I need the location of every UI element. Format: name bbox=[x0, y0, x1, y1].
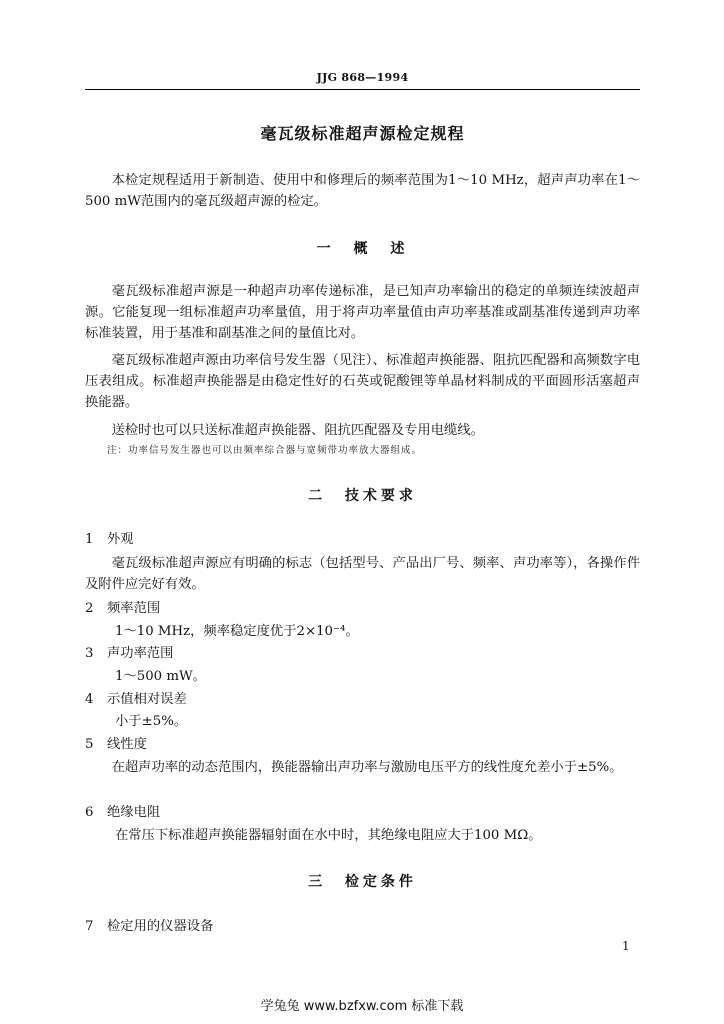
item-title: 示值相对误差 bbox=[107, 692, 187, 707]
overview-note: 注：功率信号发生器也可以由频率综合器与宽频带功率放大器组成。 bbox=[107, 445, 423, 456]
requirement-item-frequency bbox=[85, 598, 160, 619]
item-number: 3 bbox=[85, 646, 94, 661]
overview-paragraph-1: 毫瓦级标准超声源是一种超声功率传递标准，是已知声功率输出的稳定的单频连续波超声源。它能复现一组标准超声功率量值，用于将声功率量值由声功率基准或副基准传递到声功率标准装置，用于基准和副基准之间的量值比对。 bbox=[85, 284, 640, 341]
item-title: 线性度 bbox=[107, 737, 147, 752]
standard-code-header: JJG 868—1994 bbox=[316, 71, 409, 84]
condition-item-instruments bbox=[85, 916, 213, 937]
document-title: 毫瓦级标准超声源检定规程 bbox=[260, 124, 465, 143]
requirement-text-relative-error: 小于±5%。 bbox=[115, 714, 188, 729]
item-title: 外观 bbox=[107, 532, 134, 547]
overview-paragraph-3: 送检时也可以只送标准超声换能器、阻抗匹配器及专用电缆线。 bbox=[111, 423, 484, 438]
page-number: 1 bbox=[622, 939, 630, 953]
requirement-text-frequency: 1～10 MHz，频率稳定度优于2×10⁻⁴。 bbox=[115, 624, 359, 639]
item-number: 6 bbox=[85, 805, 94, 820]
item-title: 绝缘电阻 bbox=[107, 805, 161, 820]
item-number: 2 bbox=[85, 601, 94, 616]
item-title: 频率范围 bbox=[107, 601, 161, 616]
requirement-text-appearance: 毫瓦级标准超声源应有明确的标志（包括型号、产品出厂号、频率、声功率等），各操作件及附件应完好有效。 bbox=[85, 556, 640, 592]
requirement-text-insulation: 在常压下标准超声换能器辐射面在水中时，其绝缘电阻应大于100 MΩ。 bbox=[115, 828, 542, 843]
requirement-text-power-range: 1～500 mW。 bbox=[115, 669, 206, 684]
download-footer: 学兔兔 www.bzfxw.com 标准下载 bbox=[260, 999, 464, 1014]
item-number: 5 bbox=[85, 737, 94, 752]
section-heading-conditions: 三 检定条件 bbox=[308, 874, 417, 890]
requirement-item-appearance bbox=[85, 529, 134, 550]
section-heading-requirements: 二 技术要求 bbox=[308, 488, 417, 504]
requirement-text-linearity: 在超声功率的动态范围内，换能器输出声功率与激励电压平方的线性度允差小于±5%。 bbox=[111, 760, 623, 775]
intro-paragraph: 本检定规程适用于新制造、使用中和修理后的频率范围为1～10 MHz，超声声功率在1～500 mW范围内的毫瓦级超声源的检定。 bbox=[85, 173, 640, 209]
header-rule bbox=[85, 89, 640, 90]
item-number: 7 bbox=[85, 919, 94, 934]
item-number: 4 bbox=[85, 692, 94, 707]
item-title: 检定用的仪器设备 bbox=[107, 919, 214, 934]
requirement-item-relative-error bbox=[85, 689, 187, 710]
requirement-item-insulation bbox=[85, 802, 160, 823]
item-number: 1 bbox=[85, 532, 94, 547]
requirement-item-power-range bbox=[85, 643, 173, 664]
requirement-item-linearity bbox=[85, 734, 147, 755]
item-title: 声功率范围 bbox=[107, 646, 174, 661]
section-heading-overview: 一 概 述 bbox=[316, 241, 409, 257]
overview-paragraph-2: 毫瓦级标准超声源由功率信号发生器（见注）、标准超声换能器、阻抗匹配器和高频数字电压表组成。标准超声换能器是由稳定性好的石英或铌酸锂等单晶材料制成的平面圆形活塞超声换能器。 bbox=[85, 353, 640, 410]
